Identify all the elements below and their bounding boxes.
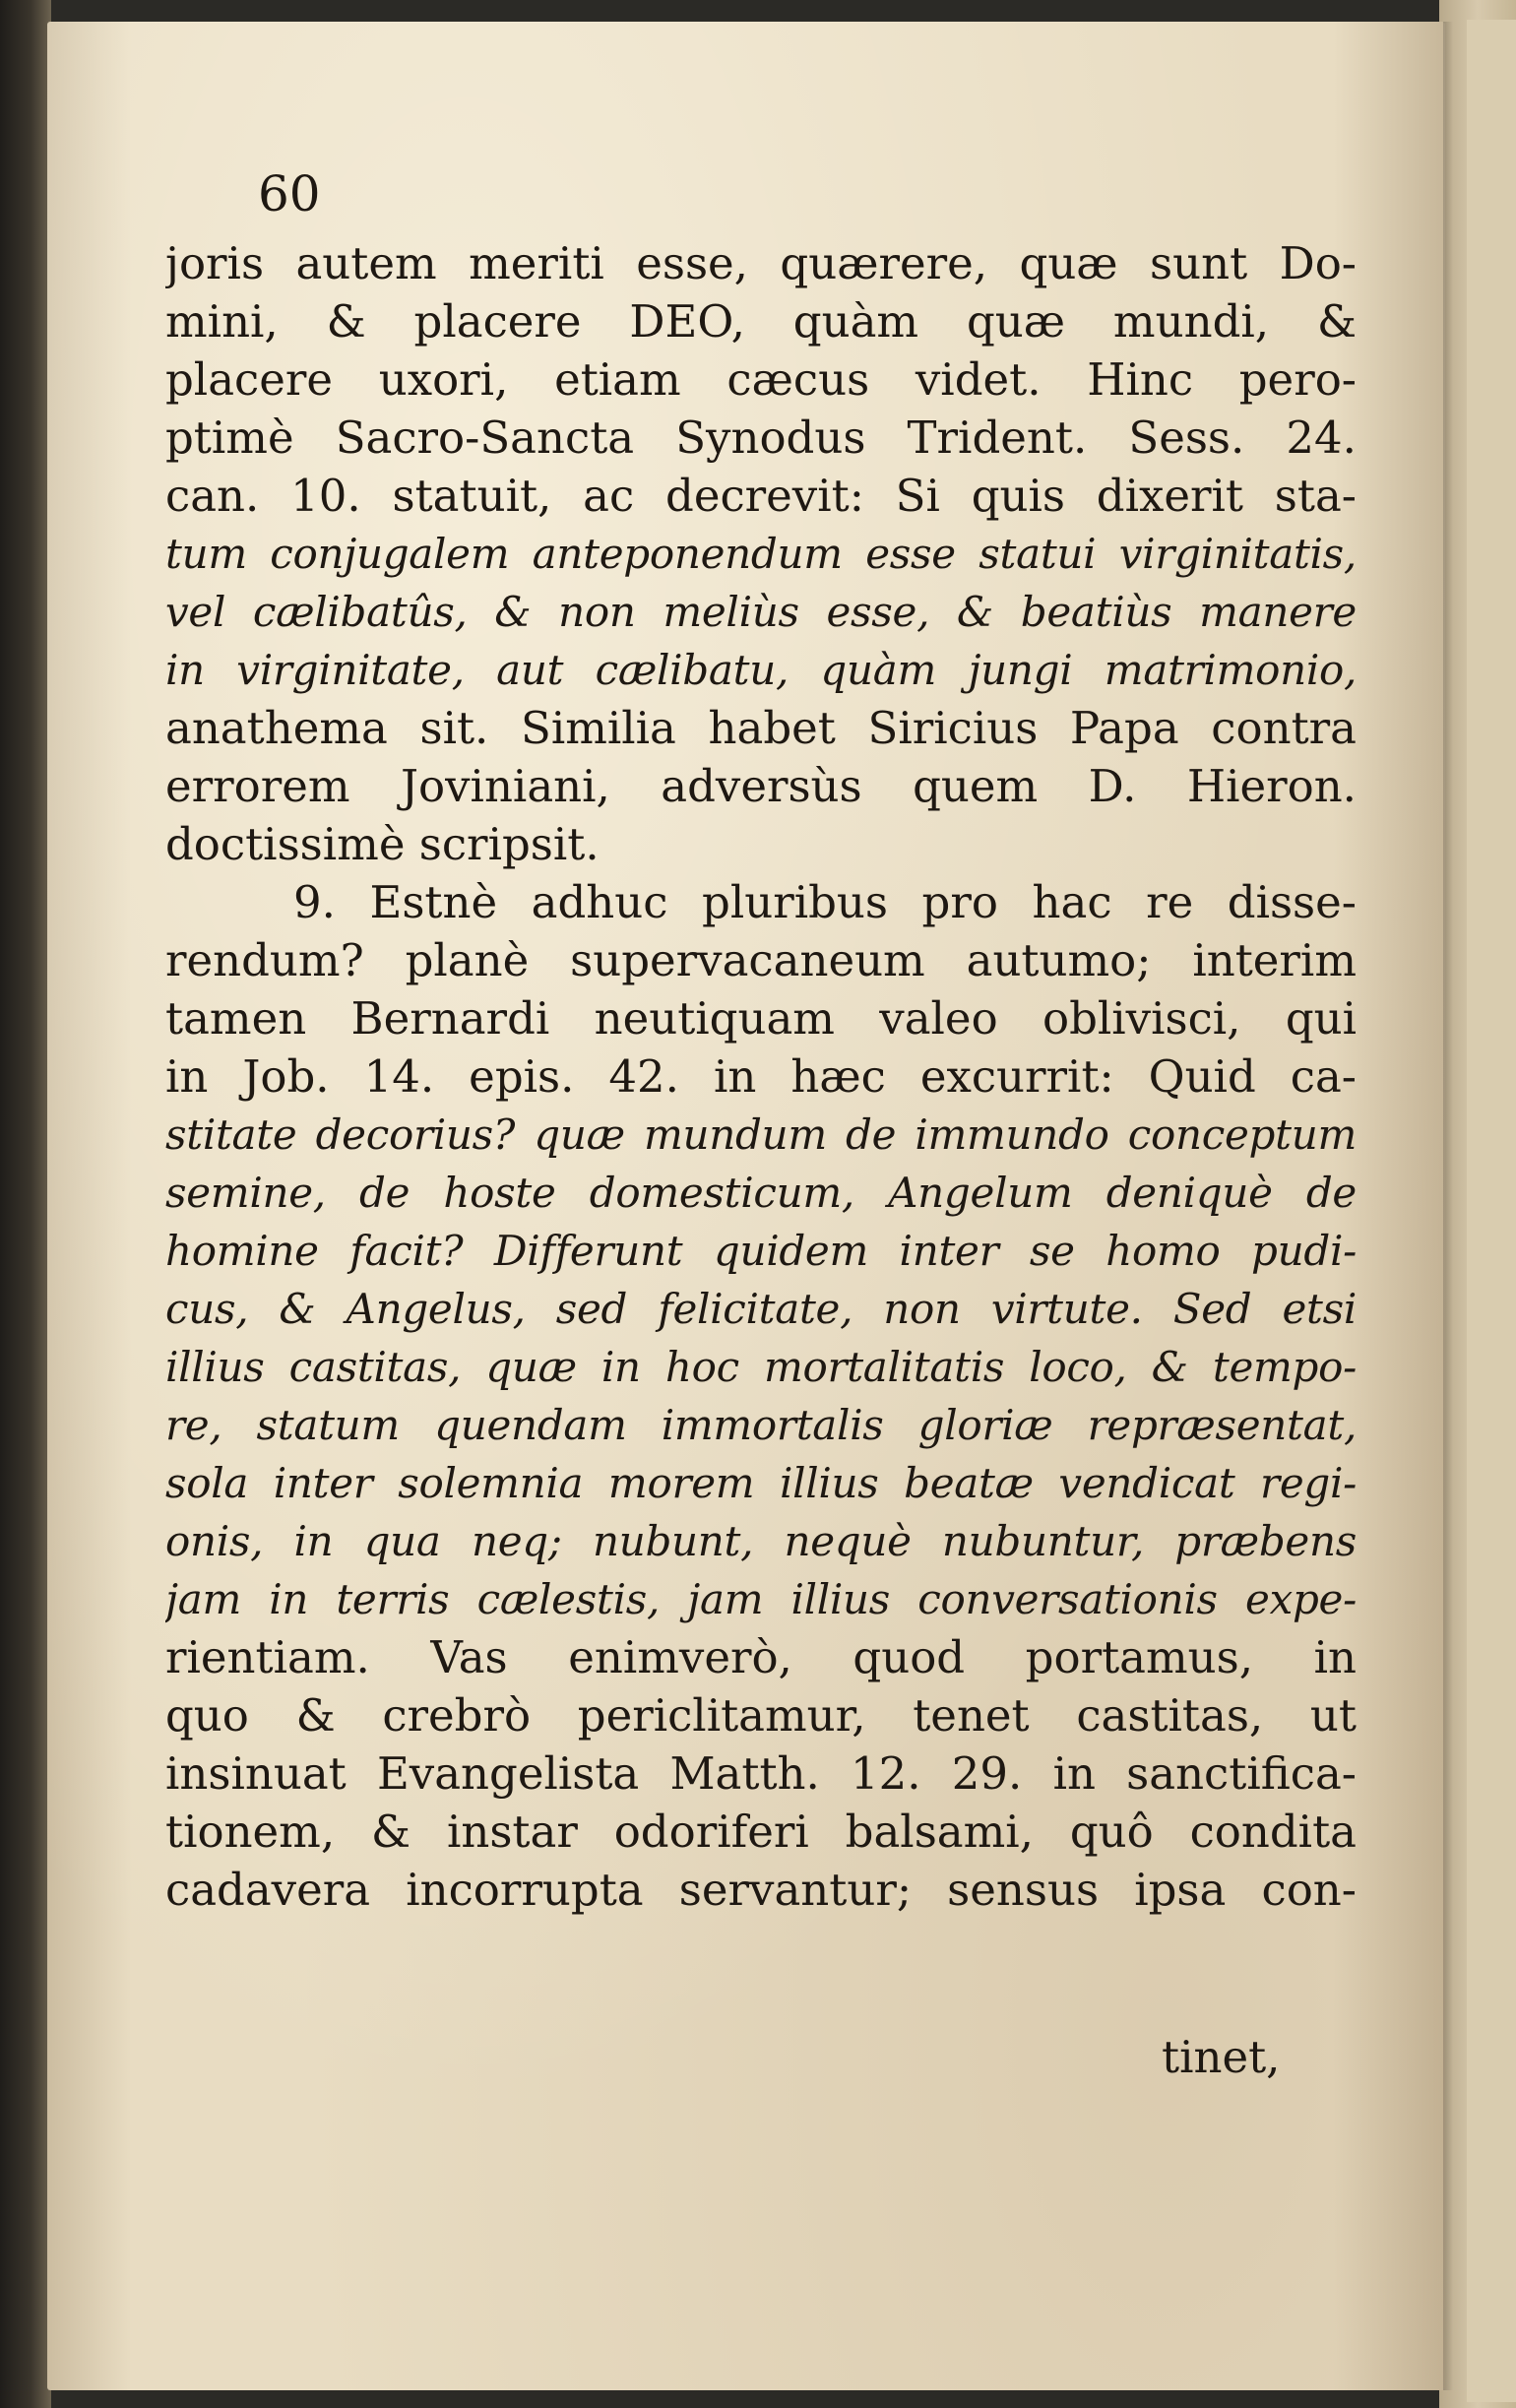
text-line: semine, de hoste domesticum, Angelum deniquè de: [165, 1169, 1357, 1217]
text-line: doctissimè scripsit.: [165, 818, 600, 870]
text-line: illius castitas, quæ in hoc mortalitatis loco, & tempo-: [165, 1343, 1357, 1391]
text-line: jam in terris cælestis, jam illius conversationis expe-: [165, 1575, 1357, 1623]
right-page-stub: [1467, 20, 1516, 2402]
text-line: onis, in qua neq; nubunt, nequè nubuntur, præbens: [165, 1517, 1357, 1565]
text-line: mini, & placere DEO, quàm quæ mundi, &: [165, 295, 1357, 348]
text-line: ptimè Sacro-Sancta Synodus Trident. Sess. 24.: [165, 412, 1357, 464]
catchword: tinet,: [1162, 2031, 1281, 2083]
text-line: tionem, & instar odoriferi balsami, quô condita: [165, 1806, 1357, 1858]
text-line: can. 10. statuit, ac decrevit: Si quis dixerit sta-: [165, 470, 1357, 522]
text-line: sola inter solemnia morem illius beatæ vendicat regi-: [165, 1459, 1357, 1507]
page-fold-shadow: [1443, 22, 1453, 2390]
text-line: rientiam. Vas enimverò, quod portamus, in: [165, 1631, 1357, 1683]
text-line: cadavera incorrupta servantur; sensus ipsa con-: [165, 1864, 1357, 1916]
text-line: homine facit? Differunt quidem inter se homo pudi-: [165, 1227, 1357, 1275]
text-line: re, statum quendam immortalis gloriæ repræsentat,: [165, 1401, 1357, 1449]
text-line: in Job. 14. epis. 42. in hæc excurrit: Quid ca-: [165, 1050, 1357, 1103]
text-line: insinuat Evangelista Matth. 12. 29. in sanctifica-: [165, 1747, 1357, 1800]
text-line: tamen Bernardi neutiquam valeo oblivisci, qui: [165, 992, 1357, 1045]
left-page-edge: [0, 0, 51, 2408]
text-line: 9. Estnè adhuc pluribus pro hac re disse-: [293, 876, 1357, 928]
text-line: vel cælibatûs, & non meliùs esse, & beatiùs manere: [165, 588, 1357, 636]
text-line: stitate decorius? quæ mundum de immundo conceptum: [165, 1110, 1357, 1159]
text-line: in virginitate, aut cælibatu, quàm jungi matrimonio,: [165, 646, 1357, 694]
text-line: anathema sit. Similia habet Siricius Papa contra: [165, 702, 1357, 754]
text-line: placere uxori, etiam cæcus videt. Hinc pero-: [165, 353, 1357, 406]
text-line: quo & crebrò periclitamur, tenet castitas, ut: [165, 1689, 1357, 1742]
text-line: errorem Joviniani, adversùs quem D. Hieron.: [165, 760, 1357, 812]
text-lines: [165, 234, 1357, 1919]
text-line: cus, & Angelus, sed felicitate, non virtute. Sed etsi: [165, 1285, 1357, 1333]
text-line: joris autem meriti esse, quærere, quæ sunt Do-: [165, 237, 1357, 289]
text-line: rendum? planè supervacaneum autumo; interim: [165, 934, 1357, 986]
text-line: tum conjugalem anteponendum esse statui virginitatis,: [165, 530, 1357, 578]
page-number: 60: [258, 165, 321, 222]
